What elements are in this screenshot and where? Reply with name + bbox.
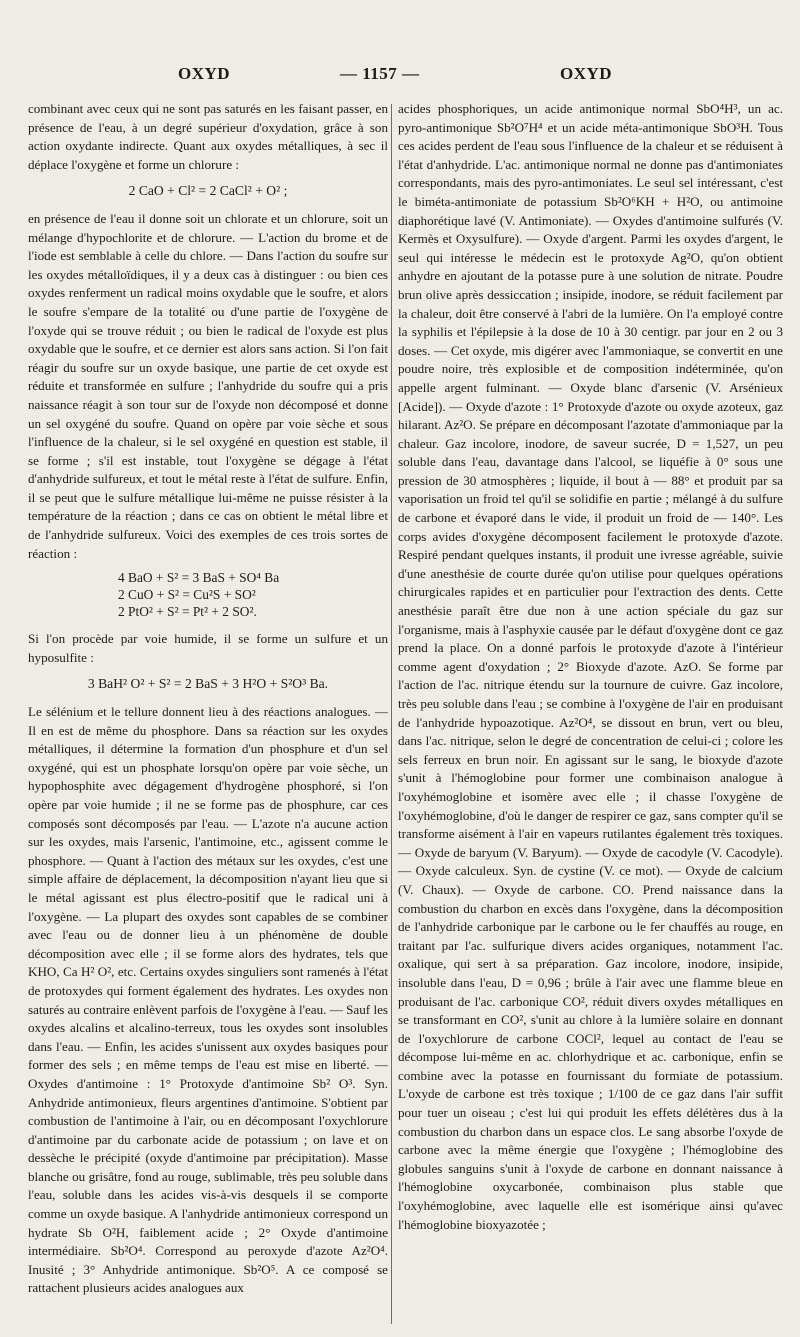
right-column <box>398 100 783 1330</box>
paragraph-chlorine-oxides: combinant avec ceux qui ne sont pas saturés en les faisant passer, en présence de l'eau, à un degré supérieur d'oxydation, grâce à son action oxydante indirecte. Quant aux oxydes métalliques, à sec il déplace l'oxygène et forme un chlorure : <box>28 101 388 172</box>
column-divider <box>391 104 392 1324</box>
formula-platinum: 2 PtO² + S² = Pt² + 2 SO². <box>118 604 257 620</box>
formula-barium: 4 BaO + S² = 3 BaS + SO⁴ Ba <box>118 570 280 586</box>
left-column <box>28 100 388 1330</box>
formula-hyposulfite: 3 BaH² O² + S² = 2 BaS + 3 H²O + S²O³ Ba. <box>87 676 329 692</box>
paragraph-humid-route: Si l'on procède par voie humide, il se forme un sulfure et un hyposulfite : <box>28 631 388 665</box>
paragraph-sulfur-action: en présence de l'eau il donne soit un chlorate et un chlorure, soit un mélange d'hypochlorite et de chlorure. — L'action du brome et de l'iode est semblable à celle du chlore. — Dans l'action du soufre sur les oxydes métalloïdiques, il y a deux cas à distinguer : ou bien ces oxydes renferment un radical moins oxydable que le soufre, et alors le soufre s'empare de la totalité ou d'une partie de l'oxygène de l'oxyde qui se trouve réduit ; ou bien le radical de l'oxyde est plus oxydable que le soufre, et ce dernier est alors sans action. Si l'on fait réagir du soufre sur un oxyde basique, une partie de cet oxyde est réduite et transformée en sulfure ; l'anhydride du soufre qui a pris naissance réagit à son tour sur de l'oxyde non décomposé et donne un sel oxygéné du soufre. Quand on opère par voie sèche et sous l'influence de la chaleur, si le sel oxygéné en question est stable, il se forme ; s'il est instable, tout l'oxygène se dégage à l'état d'anhydride sulfureux, et tout le métal reste à l'état de sulfure. Enfin, il se peut que le sulfure métallique lui-même ne puisse résister à la température de la réaction ; dans ce cas on obtient le métal libre et de l'anhydride sulfureux. Voici des exemples de ces trois sortes de réaction : <box>28 210 388 561</box>
paragraph-selenium-antimony: Le sélénium et le tellure donnent lieu à des réactions analogues. — Il en est de même du phosphore. Dans sa réaction sur les oxydes métalliques, il détermine la formation d'un phosphure et d'un sel oxygéné, qui est un phosphate lorsqu'on opère par voie sèche, un hypophosphite avec dégagement d'hydrogène phosphoré, si l'on opère par voie humide ; il ne se forme pas de phosphure, car ces composés sont décomposés par l'eau. — L'azote n'a aucune action sur les oxydes, mais l'arsenic, l'antimoine, etc., agissent comme le phosphore. — Quant à l'action des métaux sur les oxydes, c'est une simple affaire de déplacement, la décomposition n'ayant lieu que si le métal agissant est plus électro-positif que le radical uni à l'oxygène. — La plupart des oxydes sont capables de se combiner avec l'eau ou de donner lieu à un phénomène de double décomposition avec elle ; il se forme alors des hydrates, tels que KHO, Ca H² O², etc. Certains oxydes singuliers sont ramenés à l'état de protoxydes qui forment également des hydrates. Les oxydes non saturés au contraire enlèvent parfois de l'oxygène à l'eau. — Sauf les oxydes alcalins et alcalino-terreux, tous les oxydes sont insolubles dans l'eau. — Enfin, les acides s'unissent aux oxydes basiques pour former des sels ; en même temps de l'eau est mise en liberté. — Oxydes d'antimoine : 1° Protoxyde d'antimoine Sb² O³. Syn. Anhydride antimonieux, fleurs argentines d'antimoine. S'obtient par combustion de l'antimoine à l'air, ou en décomposant l'oxychlorure d'antimoine par du carbonate acide de potassium ; on lave et on dessèche le précipité (oxyde d'antimoine par précipitation). Masse blanche ou grisâtre, fond au rouge, sublimable, très peu soluble dans l'eau, soluble dans les acides vis-à-vis desquels il se comporte comme un oxyde basique. A l'anhydride antimonieux correspond un hydrate Sb O²H, faiblement acide ; 2° Oxyde d'antimoine intermédiaire. Sb²O⁴. Correspond au peroxyde d'azote Az²O⁴. Inusité ; 3° Anhydride antimonique. Sb²O⁵. A ce composé se rattachent plusieurs acides analogues aux <box>28 704 388 1296</box>
formula-block-sulfur <box>118 569 388 620</box>
paragraph-antimonic-silver-nitrogen-carbon: acides phosphoriques, un acide antimonique normal SbO⁴H³, un ac. pyro-antimonique Sb²O⁷H⁴ et un acide méta-antimonique SbO³H. Tous ces acides perdent de l'eau sous l'influence de la chaleur et se réduisent à l'état d'anhydride. L'ac. antimonique normal ne donne pas d'antimoniates correspondants, mais des pyro-antimoniates. Le seul sel intéressant, c'est le biméta-antimoniate de potassium Sb²O⁶KH + H²O, ou antimoine diaphorétique lavé (V. Antimoniate). — Oxydes d'antimoine sulfurés (V. Kermès et Oxysulfure). — Oxyde d'argent. Parmi les oxydes d'argent, le seul qui intéresse le médecin est le protoxyde Ag²O, qu'on obtient anhydre en ajoutant de la potasse pure à une solution de nitrate. Poudre brun olive après dessiccation ; insipide, inodore, se réduit facilement par la chaleur, doit être conservé à l'abri de la lumière. On l'a employé contre la syphilis et l'épilepsie à la dose de 10 à 30 centigr. par jour en 2 ou 3 doses. — Cet oxyde, mis digérer avec l'ammoniaque, se convertit en une poudre noire, très explosible et de composition indéterminée, qu'on appelle argent fulminant. — Oxyde blanc d'arsenic (V. Arsénieux [Acide]). — Oxyde d'azote : 1° Protoxyde d'azote ou oxyde azoteux, gaz hilarant. Az²O. Se prépare en décomposant l'azotate d'ammoniaque par la chaleur. Gaz incolore, inodore, de saveur sucrée, D = 1,527, un peu soluble dans l'eau, davantage dans l'alcool, se liquéfie à 0° sous une pression de 30 atmosphères ; liquide, il bout à — 88° et produit par sa vaporisation un froid tel qu'il se solidifie en partie ; mélangé à du sulfure de carbone et évaporé dans le vide, il produit un froid de — 140°. Les corps avides d'oxygène décomposent facilement le protoxyde d'azote. Respiré pendant quelques instants, il produit une ivresse agréable, suivie d'une anesthésie de courte durée qu'on utilise pour quelques opérations chirurgicales rapides et en particulier pour l'extraction des dents. Cette anesthésie paraît être due non à une action spéciale du gaz sur l'organisme, mais à l'asphyxie causée par le défaut d'oxygène dont ce gaz prend la place. On a donné parfois le protoxyde d'azote à l'intérieur comme agent d'oxydation ; 2° Bioxyde d'azote. AzO. Se forme par l'action de l'ac. nitrique étendu sur la tournure de cuivre. Gaz incolore, très peu soluble dans l'eau ; se combine à l'oxygène de l'air en produisant de l'anhydride hypoazotique. Az²O⁴, se dissout en brun, vert ou bleu, dans l'ac. nitrique, selon le degré de concentration de celui-ci ; colore les sels ferreux en brun noir. En agissant sur le sang, le bioxyde d'azote s'unit à l'hémoglobine pour former une combinaison analogue à l'oxyhémoglobine et isomère avec elle ; il chasse l'oxygène de l'oxyhémoglobine, d'où le danger de respirer ce gaz, sans compter qu'il se transforme aisément à l'air en vapeurs rutilantes également très toxiques. — Oxyde de baryum (V. Baryum). — Oxyde de cacodyle (V. Cacodyle). — Oxyde calculeux. Syn. de cystine (V. ce mot). — Oxyde de calcium (V. Chaux). — Oxyde de carbone. CO. Prend naissance dans la combustion du charbon en excès dans l'oxygène, dans la décomposition de l'anhydride carbonique par le carbone ou le fer chauffés au rouge, en traitant par l'ac. sulfurique divers acides organiques, notamment l'ac. oxalique, qui sert à sa préparation. Gaz incolore, inodore, insipide, insoluble dans l'eau, D = 0,96 ; brûle à l'air avec une flamme bleue en produisant de l'ac. carbonique CO², réduit divers oxydes métalliques en se transformant en CO², s'unit au chlore à la lumière solaire en donnant de l'oxychlorure de carbone COCl², lequel au contact de l'eau se décompose lui-même en ac. chlorhydrique et ac. carbonique, enfin se combine avec la potasse en fournissant du formiate de potassium. L'oxyde de carbone est très toxique ; 1/100 de ce gaz dans l'air suffit pour tuer un oiseau ; c'est lui qui produit les effets délétères dus à la combustion du charbon dans un espace clos. Le sang absorbe l'oxyde de carbone avec la même énergie que l'oxygène ; l'hémoglobine des globules sanguins s'unit à l'oxyde de carbone en donnant naissance à l'hémoglobine oxycarbonée, combinaison plus stable que l'oxyhémoglobine, avec laquelle elle est isomérique ainsi qu'avec l'hémoglobine bioxyazotée ; <box>398 101 783 1232</box>
page-number: — 1157 — <box>340 64 420 83</box>
formula-copper: 2 CuO + S² = Cu²S + SO² <box>118 587 256 603</box>
page-header <box>0 64 800 94</box>
header-right-word: OXYD <box>560 64 613 83</box>
formula-chlorine: 2 CaO + Cl² = 2 CaCl² + O² ; <box>128 183 288 199</box>
header-left-word: OXYD <box>178 64 231 83</box>
